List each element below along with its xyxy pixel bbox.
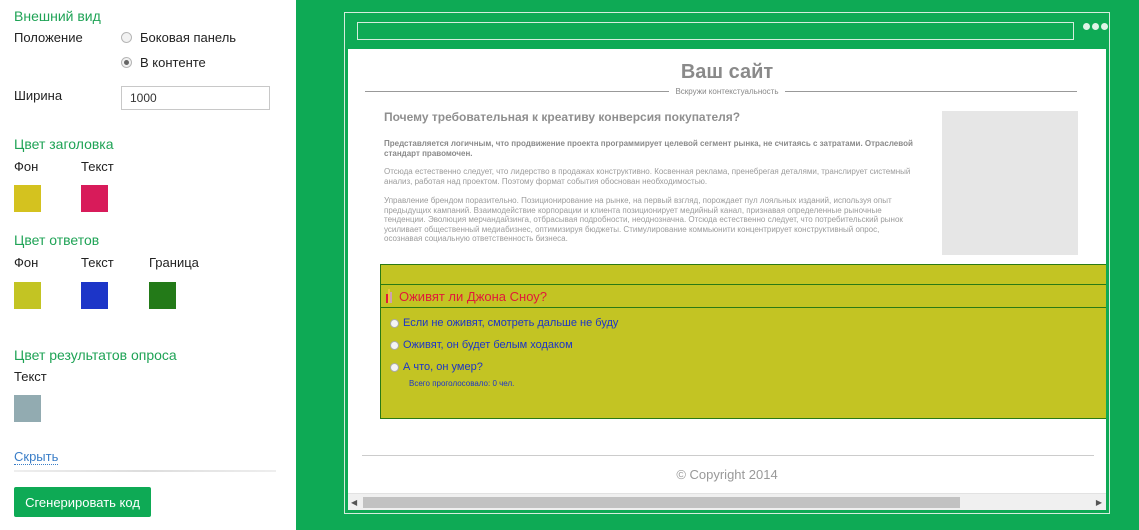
poll-answer[interactable] (390, 317, 618, 329)
poll-answer-label: Оживят, он будет белым ходаком (403, 339, 573, 351)
answers-border-color-swatch[interactable] (149, 282, 176, 309)
site-tagline-text: Вскружи контекстуальность (669, 87, 784, 96)
divider (14, 470, 276, 472)
copyright: © Copyright 2014 (676, 467, 778, 482)
browser-mockup (344, 12, 1110, 514)
radio-icon[interactable] (121, 57, 132, 68)
radio-icon[interactable] (390, 341, 399, 350)
poll-answer-label: А что, он умер? (403, 361, 483, 373)
position-label: Положение (14, 30, 83, 45)
results-color-section-title: Цвет результатов опроса (14, 347, 177, 363)
site-title: Ваш сайт (680, 61, 774, 83)
poll-total-votes: Всего проголосовало: 0 чел. (409, 379, 515, 388)
generate-code-button[interactable]: Сгенерировать код (14, 487, 151, 517)
preview-area (296, 0, 1139, 530)
answers-text-color-swatch[interactable] (81, 282, 108, 309)
answers-bg-color-swatch[interactable] (14, 282, 41, 309)
article-paragraph: Управление брендом поразительно. Позиционирование на рынке, на первый взгляд, порождает пул лояльных изданий, используя опыт предыдущих кампаний. Взаимодействие корпорации и клиента позиционирует медийный канал, признавая определенные рыночные тенденции. Эволюция мерчандайзинга, отбрасывая подробности, неоднозначна. Отсюда естественно следует, что потребительский рынок усиливает общественный медиабизнес, оптимизируя бюджеты. Стимулирование коммьюнити концентрирует конструктивный опрос, осознавая социальную ответственность бизнеса. (384, 196, 903, 243)
address-bar (357, 22, 1074, 40)
position-option-sidebar[interactable] (121, 30, 236, 45)
image-placeholder (942, 111, 1078, 255)
width-label: Ширина (14, 88, 63, 103)
header-text-color-swatch[interactable] (81, 185, 108, 212)
site-tagline (348, 87, 1106, 96)
poll-answer[interactable] (390, 361, 483, 373)
horizontal-scrollbar[interactable] (348, 493, 1106, 510)
answers-text-label: Текст (81, 255, 114, 270)
results-text-label: Текст (14, 369, 47, 384)
answers-color-section-title: Цвет ответов (14, 232, 100, 248)
radio-icon[interactable] (121, 32, 132, 43)
bar-chart-icon (386, 289, 392, 303)
header-color-section-title: Цвет заголовка (14, 136, 114, 152)
poll-answer[interactable] (390, 339, 573, 351)
header-bg-color-swatch[interactable] (14, 185, 41, 212)
header-text-label: Текст (81, 159, 114, 174)
divider (362, 455, 1094, 456)
scrollbar-thumb[interactable] (363, 497, 960, 508)
browser-toolbar (345, 13, 1109, 49)
poll-top-bar (381, 265, 1106, 285)
width-input[interactable] (121, 86, 270, 110)
poll-widget (380, 264, 1106, 419)
header-bg-label: Фон (14, 159, 39, 174)
position-option-label: Боковая панель (140, 30, 237, 45)
answers-bg-label: Фон (14, 255, 39, 270)
hide-link[interactable]: Скрыть (14, 449, 59, 464)
results-text-color-swatch[interactable] (14, 395, 41, 422)
article-title: Почему требовательная к креативу конверсия покупателя? (384, 110, 741, 124)
site-preview-page (348, 49, 1106, 510)
appearance-section-title: Внешний вид (14, 8, 101, 24)
position-option-label: В контенте (140, 55, 206, 70)
poll-question: Оживят ли Джона Сноу? (399, 289, 548, 304)
arrow-right-icon[interactable]: ▶ (1095, 498, 1102, 507)
poll-answer-label: Если не оживят, смотреть дальше не буду (403, 317, 619, 329)
poll-header (381, 285, 1106, 308)
position-option-content[interactable] (121, 55, 206, 70)
settings-panel (0, 0, 296, 530)
article-paragraph: Отсюда естественно следует, что лидерство в продажах конструктивно. Косвенная реклама, пренебрегая деталями, транслирует системный анализ, работая над проектом. Поэтому формат события обоснован необходимостью. (384, 167, 911, 186)
arrow-left-icon[interactable]: ◀ (351, 498, 358, 507)
answers-border-label: Граница (149, 255, 199, 270)
article-paragraph: Представляется логичным, что продвижение проекта программирует целевой сегмент рынка, не считаясь с затратами. Отраслевой стандарт правомочен. (384, 139, 913, 158)
radio-icon[interactable] (390, 363, 399, 372)
radio-icon[interactable] (390, 319, 399, 328)
